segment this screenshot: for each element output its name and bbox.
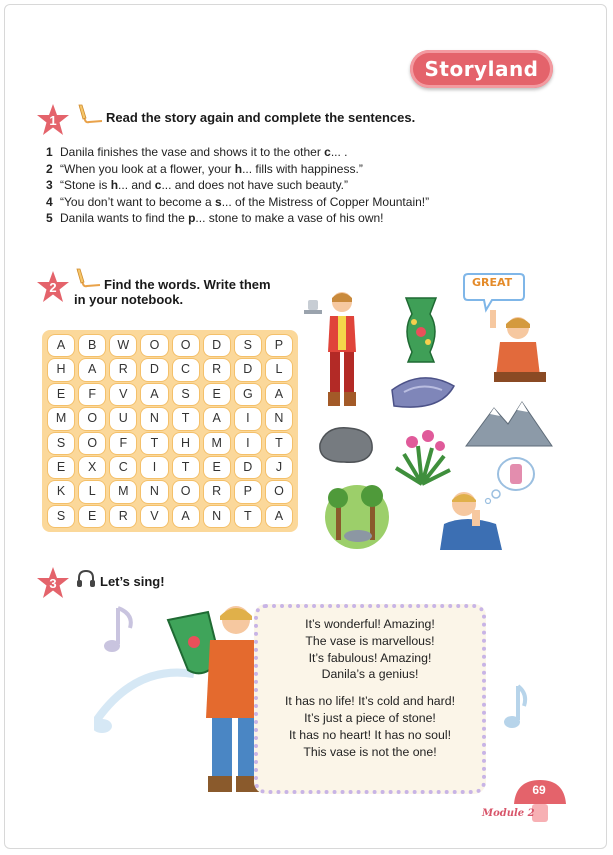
exercise-1-star	[36, 103, 70, 137]
grid-cell: H	[48, 359, 74, 380]
music-note-right	[500, 684, 530, 739]
grid-cell: F	[110, 433, 136, 454]
grid-cell: N	[266, 408, 292, 429]
song-line: The vase is marvellous!	[305, 633, 435, 648]
grid-cell: A	[141, 384, 167, 405]
song-line: It’s just a piece of stone!	[304, 710, 436, 725]
grid-cell: E	[48, 457, 74, 478]
vase-illustration	[400, 296, 442, 369]
grid-cell: G	[235, 384, 261, 405]
storyland-banner: Storyland	[410, 50, 553, 88]
page-number: 69	[532, 783, 546, 797]
grid-cell: M	[48, 408, 74, 429]
great-text: GREAT	[472, 276, 513, 289]
module-label: Module 2	[482, 808, 535, 819]
grid-cell: M	[110, 481, 136, 502]
grid-cell: R	[110, 506, 136, 527]
song-line: It’s wonderful! Amazing!	[305, 617, 435, 631]
grid-cell: M	[204, 433, 230, 454]
grid-cell: A	[48, 335, 74, 356]
song-box	[254, 604, 486, 794]
grid-cell: T	[141, 433, 167, 454]
grid-cell: D	[141, 359, 167, 380]
stone-illustration	[314, 424, 378, 471]
grid-cell: S	[173, 384, 199, 405]
grid-cell: C	[173, 359, 199, 380]
grid-cell: T	[173, 408, 199, 429]
grid-cell: H	[173, 433, 199, 454]
mountain-illustration	[464, 398, 554, 453]
sentence-3: 3 “Stone is h... and c... and does not have such beauty.”	[46, 178, 349, 193]
exercise-3-instruction: Let’s sing!	[100, 574, 165, 589]
word-search-grid	[42, 330, 298, 532]
grid-cell: B	[79, 335, 105, 356]
grid-cell: P	[266, 335, 292, 356]
grid-cell: I	[235, 408, 261, 429]
grid-cell: I	[235, 433, 261, 454]
sentence-list	[46, 144, 546, 227]
sentence-1: 1 Danila finishes the vase and shows it to the other c... .	[46, 145, 348, 159]
grid-cell: E	[204, 384, 230, 405]
grid-cell: O	[173, 481, 199, 502]
grid-cell: X	[79, 457, 105, 478]
pencil-icon	[74, 268, 102, 295]
grid-cell: E	[79, 506, 105, 527]
grid-cell: O	[141, 335, 167, 356]
exercise-3-star	[36, 566, 70, 600]
grid-cell: J	[266, 457, 292, 478]
grid-cell: S	[48, 433, 74, 454]
exercise-2-instruction-line-2: in your notebook.	[74, 292, 184, 307]
exercise-2-instruction-line-1: Find the words. Write them	[104, 277, 271, 292]
song-line: It has no heart! It has no soul!	[288, 727, 451, 742]
grid-cell: T	[235, 506, 261, 527]
grid-cell: O	[266, 481, 292, 502]
forest-illustration	[322, 484, 392, 555]
song-line: It’s fabulous! Amazing!	[308, 650, 432, 665]
grid-cell: E	[48, 384, 74, 405]
master-illustration	[486, 298, 548, 387]
flower-illustration	[392, 424, 454, 491]
grid-cell: O	[79, 408, 105, 429]
grid-cell: V	[141, 506, 167, 527]
grid-cell: V	[110, 384, 136, 405]
grid-cell: O	[173, 335, 199, 356]
grid-cell: W	[110, 335, 136, 356]
grid-cell: N	[141, 481, 167, 502]
grid-cell: D	[204, 335, 230, 356]
sentence-2: 2 “When you look at a flower, your h... fills with happiness.”	[46, 161, 363, 176]
grid-cell: S	[235, 335, 261, 356]
grid-cell: A	[79, 359, 105, 380]
grid-cell: R	[204, 481, 230, 502]
exercise-1-number: 1	[49, 113, 57, 128]
grid-cell: D	[235, 359, 261, 380]
song-line: This vase is not the one!	[303, 744, 437, 759]
song-line: It has no life! It’s cold and hard!	[285, 694, 455, 709]
grid-cell: U	[110, 408, 136, 429]
grid-cell: A	[173, 506, 199, 527]
grid-cell: F	[79, 384, 105, 405]
exercise-2-star	[36, 270, 70, 304]
thinking-boy-illustration	[436, 488, 512, 557]
grid-cell: N	[141, 408, 167, 429]
grid-cell: A	[266, 506, 292, 527]
grid-cell: C	[110, 457, 136, 478]
pencil-icon	[76, 104, 104, 131]
grid-cell: I	[141, 457, 167, 478]
exercise-1-instruction: Read the story again and complete the sentences.	[106, 110, 416, 125]
grid-cell: R	[110, 359, 136, 380]
servant-illustration	[300, 290, 370, 417]
grid-cell: K	[48, 481, 74, 502]
headphones-icon	[76, 569, 96, 594]
grid-cell: N	[204, 506, 230, 527]
grid-cell: O	[79, 433, 105, 454]
exercise-3-number: 3	[49, 576, 57, 591]
song-line: Danila’s a genius!	[321, 667, 419, 682]
grid-cell: A	[266, 384, 292, 405]
grid-cell: R	[204, 359, 230, 380]
grid-cell: L	[266, 359, 292, 380]
grid-cell: A	[204, 408, 230, 429]
sentence-5: 5 Danila wants to find the p... stone to make a vase of his own!	[46, 211, 384, 226]
pillow-illustration	[388, 372, 458, 415]
exercise-2-number: 2	[49, 280, 57, 295]
grid-cell: T	[266, 433, 292, 454]
grid-cell: L	[79, 481, 105, 502]
grid-cell: D	[235, 457, 261, 478]
grid-cell: P	[235, 481, 261, 502]
grid-cell: S	[48, 506, 74, 527]
sentence-4: 4 “You don’t want to become a s... of the Mistress of Copper Mountain!”	[46, 194, 430, 209]
grid-cell: E	[204, 457, 230, 478]
grid-cell: T	[173, 457, 199, 478]
